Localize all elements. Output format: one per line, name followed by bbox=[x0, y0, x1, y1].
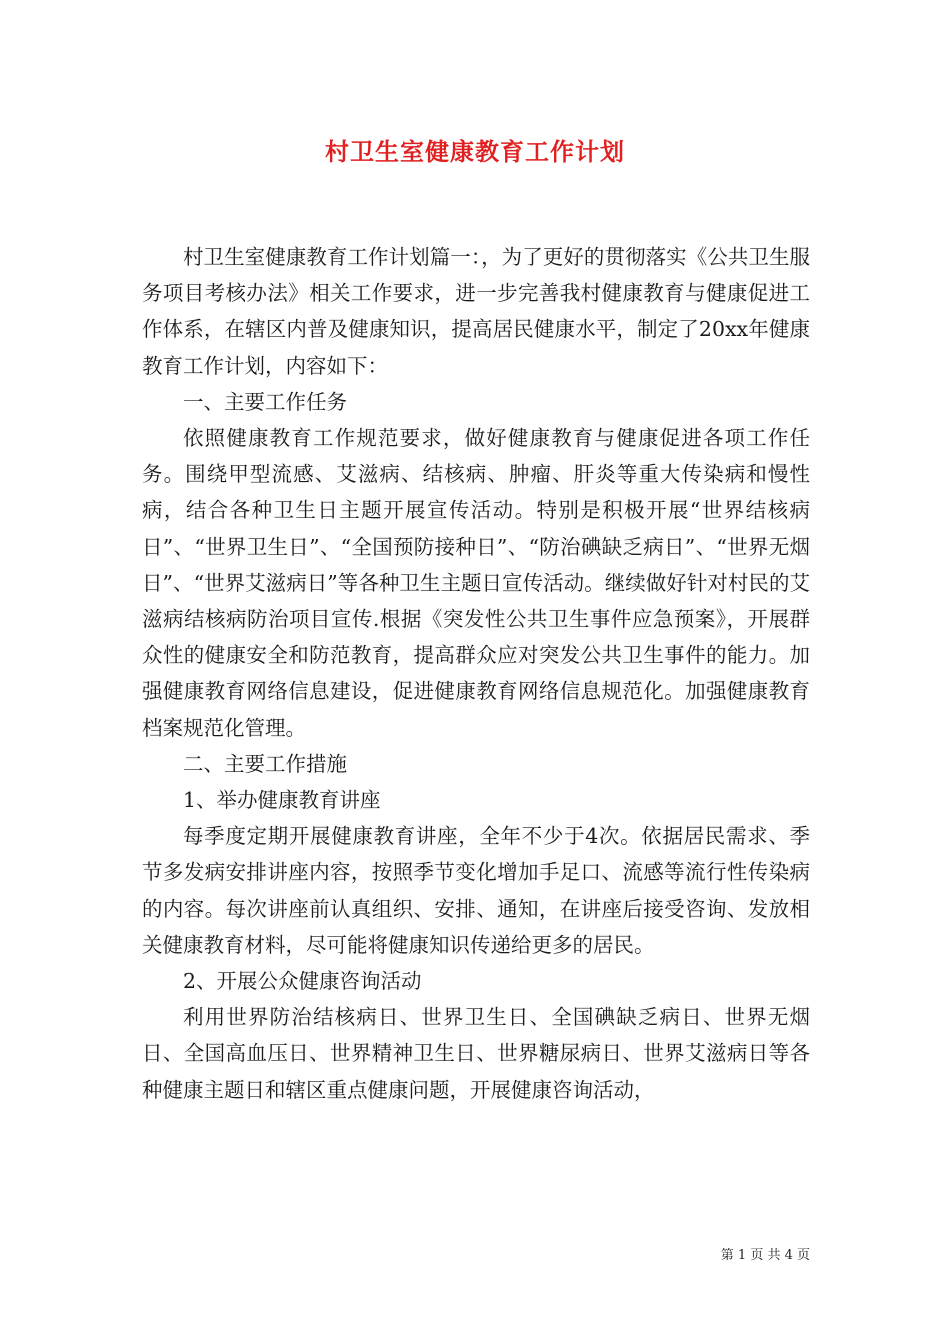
page-number-footer: 第 1 页 共 4 页 bbox=[720, 1248, 810, 1263]
document-body bbox=[142, 239, 810, 1108]
paragraph-lectures: 每季度定期开展健康教育讲座，全年不少于4次。依据居民需求、季节多发病安排讲座内容，按照季节变化增加手足口、流感等流行性传染病的内容。每次讲座前认真组织、安排、通知，在讲座后接受咨询、发放相关健康教育材料，尽可能将健康知识传递给更多的居民。 bbox=[142, 824, 810, 957]
paragraph-tasks: 依照健康教育工作规范要求，做好健康教育与健康促进各项工作任务。围绕甲型流感、艾滋病、结核病、肿瘤、肝炎等重大传染病和慢性病，结合各种卫生日主题开展宣传活动。特别是积极开展“世界结核病日”、“世界卫生日”、“全国预防接种日”、“防治碘缺乏病日”、“世界无烟日”、“世界艾滋病日”等各种卫生主题日宣传活动。继续做好针对村民的艾滋病结核病防治项目宣传.根据《突发性公共卫生事件应急预案》，开展群众性的健康安全和防范教育，提高群众应对突发公共卫生事件的能力。加强健康教育网络信息建设，促进健康教育网络信息规范化。加强健康教育档案规范化管理。 bbox=[142, 426, 810, 740]
subheading-lectures: 1、举办健康教育讲座 bbox=[183, 788, 381, 813]
paragraph-intro: 村卫生室健康教育工作计划篇一：，为了更好的贯彻落实《公共卫生服务项目考核办法》相关工作要求，进一步完善我村健康教育与健康促进工作体系，在辖区内普及健康知识，提高居民健康水平，制定了20xx年健康教育工作计划，内容如下： bbox=[142, 245, 810, 378]
paragraph-consultation: 利用世界防治结核病日、世界卫生日、全国碘缺乏病日、世界无烟日、全国高血压日、世界精神卫生日、世界糖尿病日、世界艾滋病日等各种健康主题日和辖区重点健康问题，开展健康咨询活动， bbox=[142, 1005, 810, 1102]
section-heading-2: 二、主要工作措施 bbox=[183, 751, 347, 776]
subheading-consultation: 2、开展公众健康咨询活动 bbox=[183, 969, 422, 994]
document-title: 村卫生室健康教育工作计划 bbox=[325, 137, 625, 166]
section-heading-1: 一、主要工作任务 bbox=[183, 389, 347, 414]
